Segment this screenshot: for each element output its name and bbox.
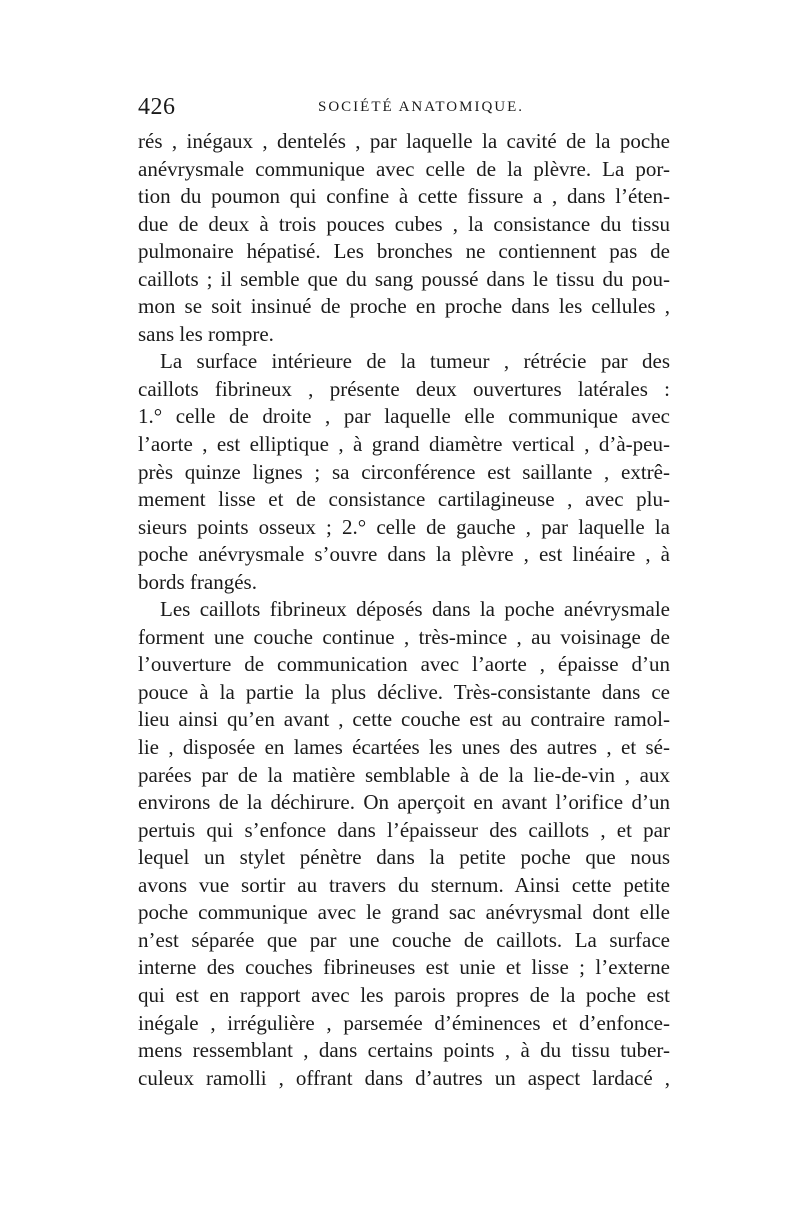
text-line: inégale , irrégulière , parsemée d’éminences et d’enfonce- [138,1010,670,1035]
text-line: qui est en rapport avec les parois propres de la poche est [138,982,670,1007]
text-line: forment une couche continue , très-mince , au voisinage de [138,624,670,649]
text-line: environs de la déchirure. On aperçoit en avant l’orifice d’un [138,790,670,815]
text-line: lieu ainsi qu’en avant , cette couche est au contraire ramol- [138,707,670,732]
text-line: pulmonaire hépatisé. Les bronches ne contiennent pas de [138,239,670,264]
text-line: bords frangés. [138,569,257,594]
text-line: poche anévrysmale s’ouvre dans la plèvre , est linéaire , à [138,542,670,567]
text-line: culeux ramolli , offrant dans d’autres un aspect lardacé , [138,1065,670,1090]
text-line: lequel un stylet pénètre dans la petite poche que nous [138,845,670,870]
text-line: pouce à la partie la plus déclive. Très-consistante dans ce [138,679,670,704]
body-text [138,128,670,1092]
text-line: mon se soit insinué de proche en proche dans les cellules , [138,294,670,319]
text-line: sans les rompre. [138,321,274,346]
text-line: avons vue sortir au travers du sternum. Ainsi cette petite [138,872,670,897]
text-line: 1.° celle de droite , par laquelle elle communique avec [138,404,670,429]
text-line: caillots fibrineux , présente deux ouvertures latérales : [138,376,670,401]
page-number: 426 [138,94,176,120]
text-line: poche communique avec le grand sac anévrysmal dont elle [138,900,670,925]
text-line: lie , disposée en lames écartées les unes des autres , et sé- [138,735,670,760]
text-line: interne des couches fibrineuses est unie et lisse ; l’externe [138,955,670,980]
text-line: rés , inégaux , dentelés , par laquelle la cavité de la poche [138,129,670,153]
text-line: tion du poumon qui confine à cette fissure a , dans l’éten- [138,184,670,209]
text-line: n’est séparée que par une couche de caillots. La surface [138,927,670,952]
text-line: sieurs points osseux ; 2.° celle de gauche , par laquelle la [138,514,670,539]
text-line: caillots ; il semble que du sang poussé dans le tissu du pou- [138,266,670,291]
running-title: SOCIÉTÉ ANATOMIQUE. [318,99,525,115]
text-line: mens ressemblant , dans certains points , à du tissu tuber- [138,1038,670,1063]
text-line: l’aorte , est elliptique , à grand diamètre vertical , d’à-peu- [138,432,670,457]
text-line: mement lisse et de consistance cartilagineuse , avec plu- [138,487,670,512]
text-line: La surface intérieure de la tumeur , rétrécie par des [160,349,670,374]
text-line: pertuis qui s’enfonce dans l’épaisseur des caillots , et par [138,817,670,842]
text-line: l’ouverture de communication avec l’aorte , épaisse d’un [138,652,670,677]
text-line: parées par de la matière semblable à de la lie-de-vin , aux [138,762,670,787]
text-line: près quinze lignes ; sa circonférence est saillante , extrê- [138,459,670,484]
text-line: Les caillots fibrineux déposés dans la poche anévrysmale [160,597,670,622]
text-line: anévrysmale communique avec celle de la plèvre. La por- [138,156,670,181]
running-head [138,92,670,122]
text-line: due de deux à trois pouces cubes , la consistance du tissu [138,211,670,236]
